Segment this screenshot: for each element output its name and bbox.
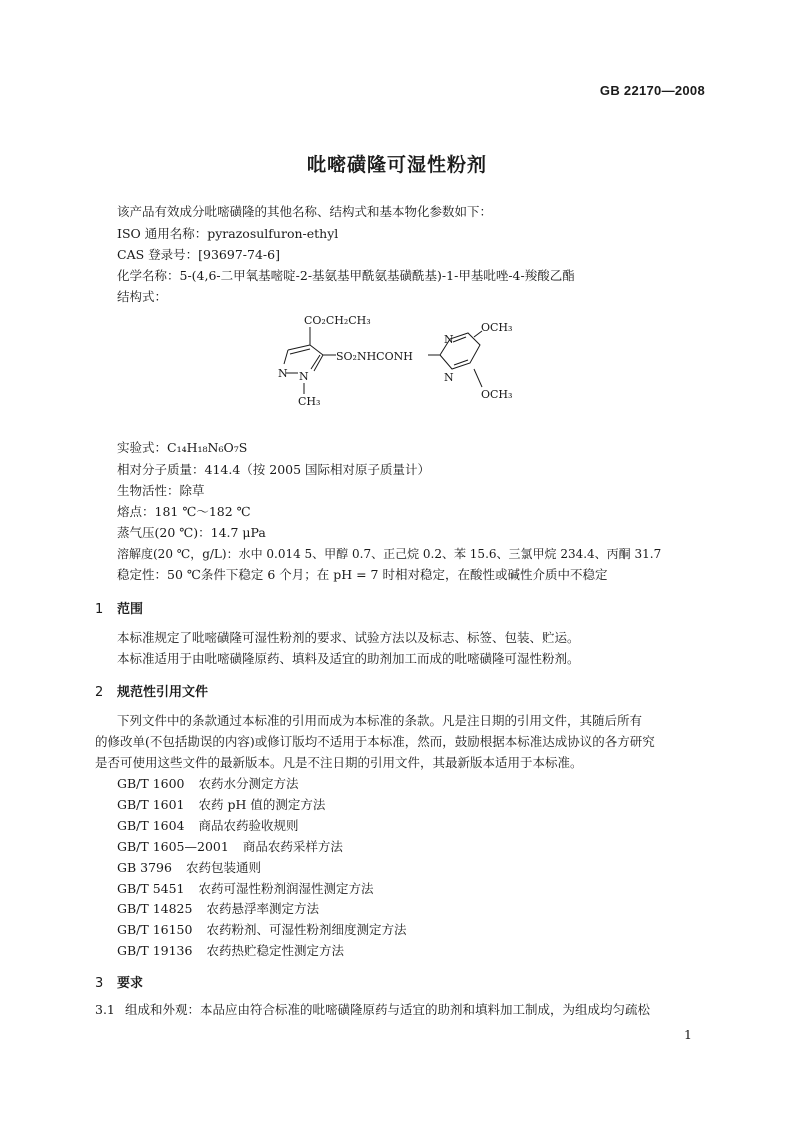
reference-title: 农药可湿性粉剂润湿性测定方法 bbox=[198, 880, 374, 896]
formula-value: C₁₄H₁₈N₆O₇S bbox=[167, 440, 248, 455]
pyrimidine-n-top: N bbox=[444, 333, 454, 346]
reference-code: GB/T 14825 bbox=[117, 901, 193, 917]
iso-name: ISO 通用名称：pyrazosulfuron-ethyl bbox=[117, 226, 339, 241]
section-3-title: 要求 bbox=[117, 976, 144, 991]
subsection-3-1 bbox=[95, 1002, 650, 1018]
section-3-heading bbox=[95, 972, 143, 991]
document-title: 吡嘧磺隆可湿性粉剂 bbox=[306, 154, 487, 176]
n-methyl: CH₃ bbox=[298, 395, 321, 408]
solubility: 溶解度(20 ℃，g/L)：水中 0.014 5、甲醇 0.7、正己烷 0.2、苯 15.6、三氯甲烷 234.4、丙酮 31.7 bbox=[117, 547, 662, 561]
reference-code: GB/T 16150 bbox=[117, 922, 193, 938]
pyrimidine-n-bottom: N bbox=[444, 371, 454, 384]
reference-title: 农药悬浮率测定方法 bbox=[206, 901, 319, 917]
subsection-3-1-number: 3.1 bbox=[95, 1002, 115, 1017]
standard-number: GB 22170—2008 bbox=[599, 83, 705, 98]
reference-item bbox=[117, 881, 374, 897]
reference-code: GB/T 19136 bbox=[117, 943, 193, 959]
reference-item bbox=[117, 839, 343, 855]
section-1-number: 1 bbox=[95, 602, 104, 617]
molecular-mass: 相对分子质量：414.4（按 2005 国际相对原子质量计） bbox=[117, 462, 431, 477]
chemical-name: 化学名称：5-(4,6-二甲氧基嘧啶-2-基氨基甲酰氨基磺酰基)-1-甲基吡唑-4-羧酸乙酯 bbox=[117, 268, 575, 283]
stability: 稳定性：50 ℃条件下稳定 6 个月；在 pH = 7 时相对稳定，在酸性或碱性介质中不稳定 bbox=[117, 567, 608, 582]
section-2-para-line-1: 下列文件中的条款通过本标准的引用而成为本标准的条款。凡是注日期的引用文件，其随后所有 bbox=[117, 713, 643, 728]
vapor-pressure: 蒸气压(20 ℃)：14.7 μPa bbox=[117, 525, 266, 540]
section-1-title: 范围 bbox=[117, 602, 144, 617]
reference-code: GB/T 1605—2001 bbox=[117, 838, 229, 854]
cas-number: CAS 登录号：[93697-74-6] bbox=[117, 247, 280, 262]
reference-code: GB/T 1601 bbox=[117, 796, 185, 812]
reference-item bbox=[117, 776, 299, 792]
melting-point: 熔点：181 ℃～182 ℃ bbox=[117, 504, 251, 519]
sulfonylurea-linker: SO₂NHCONH bbox=[336, 350, 413, 363]
reference-title: 农药包装通则 bbox=[185, 859, 261, 875]
section-2-number: 2 bbox=[95, 685, 104, 700]
reference-code: GB/T 1600 bbox=[117, 776, 185, 791]
reference-code: GB 3796 bbox=[117, 859, 172, 875]
reference-title: 农药热贮稳定性测定方法 bbox=[206, 943, 344, 959]
reference-title: 农药 pH 值的测定方法 bbox=[198, 796, 326, 812]
methoxy-bottom: OCH₃ bbox=[481, 388, 513, 401]
structural-formula bbox=[270, 305, 550, 413]
reference-code: GB/T 1604 bbox=[117, 817, 185, 833]
section-2-para-line-2: 的修改单(不包括勘误的内容)或修订版均不适用于本标准，然而，鼓励根据本标准达成协议的各方研究 bbox=[95, 734, 655, 749]
methoxy-top: OCH₃ bbox=[481, 321, 513, 334]
reference-code: GB/T 5451 bbox=[117, 880, 185, 896]
ring-n1: N bbox=[278, 367, 288, 380]
section-3-number: 3 bbox=[95, 976, 104, 991]
section-2-para-line-3: 是否可使用这些文件的最新版本。凡是不注日期的引用文件，其最新版本适用于本标准。 bbox=[95, 755, 583, 770]
section-1-para-2: 本标准适用于由吡嘧磺隆原药、填料及适宜的助剂加工而成的吡嘧磺隆可湿性粉剂。 bbox=[117, 651, 580, 666]
ring-n2: N bbox=[299, 370, 309, 383]
section-1-heading bbox=[95, 598, 143, 617]
section-2-title: 规范性引用文件 bbox=[117, 685, 209, 700]
subsection-3-1-text: 组成和外观：本品应由符合标准的吡嘧磺隆原药与适宜的助剂和填料加工制成，为组成均匀疏松 bbox=[125, 1002, 651, 1017]
reference-title: 商品农药采样方法 bbox=[242, 838, 343, 854]
section-2-heading bbox=[95, 681, 208, 700]
empirical-formula bbox=[117, 440, 247, 456]
formula-label: 实验式： bbox=[117, 440, 168, 455]
reference-item bbox=[117, 860, 261, 876]
reference-item bbox=[117, 922, 406, 938]
bioactivity: 生物活性：除草 bbox=[117, 483, 205, 498]
reference-item bbox=[117, 901, 319, 917]
reference-title: 农药粉剂、可湿性粉剂细度测定方法 bbox=[206, 922, 407, 938]
page-number: 1 bbox=[684, 1027, 692, 1042]
structure-label: 结构式： bbox=[117, 289, 168, 304]
ester-group: CO₂CH₂CH₃ bbox=[304, 314, 371, 327]
reference-title: 商品农药验收规则 bbox=[198, 817, 299, 833]
reference-item bbox=[117, 943, 344, 959]
reference-title: 农药水分测定方法 bbox=[198, 776, 299, 791]
section-1-para-1: 本标准规定了吡嘧磺隆可湿性粉剂的要求、试验方法以及标志、标签、包装、贮运。 bbox=[117, 630, 580, 645]
reference-item bbox=[117, 797, 325, 813]
reference-item bbox=[117, 818, 299, 834]
intro-lead: 该产品有效成分吡嘧磺隆的其他名称、结构式和基本物化参数如下： bbox=[117, 204, 493, 219]
